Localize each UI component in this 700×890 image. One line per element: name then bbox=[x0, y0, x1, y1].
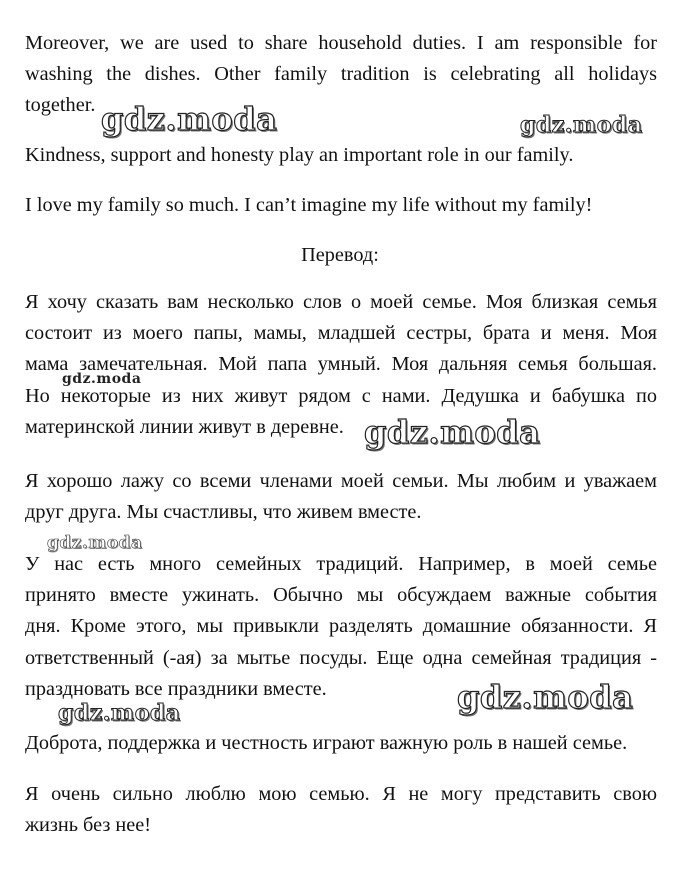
watermark: gdz.moda bbox=[364, 413, 541, 451]
text-line: друг друга. Мы счастливы, что живем вместе. bbox=[25, 501, 422, 524]
russian-paragraph-love bbox=[25, 779, 657, 841]
text-line: Но некоторые из них живут рядом с нами. Дедушка и бабушка по bbox=[25, 384, 657, 407]
text-line: I love my family so much. I can’t imagine my life without my family! bbox=[25, 194, 593, 216]
text-line: жизнь без нее! bbox=[25, 814, 152, 837]
russian-paragraph-kindness bbox=[25, 728, 657, 759]
english-paragraph-love bbox=[25, 190, 657, 221]
text-line: Moreover, we are used to share household duties. I am responsible for bbox=[25, 32, 657, 54]
translation-heading: Перевод: bbox=[301, 244, 379, 266]
text-line: материнской линии живут в деревне. bbox=[25, 415, 344, 438]
russian-paragraph-relations bbox=[25, 466, 657, 528]
watermark: gdz.moda bbox=[101, 100, 278, 138]
text-line: Я хорошо лажу со всеми членами моей семьи. Мы любим и уважаем bbox=[25, 470, 657, 492]
text-line: состоит из моего папы, мамы, младшей сестры, брата и меня. Моя bbox=[25, 322, 657, 345]
watermark: gdz.moda bbox=[520, 112, 643, 138]
russian-paragraph-family bbox=[25, 287, 657, 443]
text-line: ответственный (-ая) за мытье посуды. Еще одна семейная традиция - bbox=[25, 646, 657, 669]
text-line: Kindness, support and honesty play an important role in our family. bbox=[25, 144, 574, 166]
watermark: gdz.moda bbox=[457, 678, 634, 716]
text-line: washing the dishes. Other family tradition is celebrating all holidays bbox=[25, 63, 657, 86]
text-line: У нас есть много семейных традиций. Например, в моей семье bbox=[25, 553, 657, 575]
text-line: дня. Кроме этого, мы привыкли разделять домашние обязанности. Я bbox=[25, 615, 657, 638]
text-line: мама замечательная. Мой папа умный. Моя дальняя семья большая. bbox=[25, 353, 657, 376]
watermark: gdz.moda bbox=[62, 371, 142, 387]
text-line: Доброта, поддержка и честность играют важную роль в нашей семье. bbox=[25, 732, 628, 754]
text-line: Я хочу сказать вам несколько слов о моей семье. Моя близкая семья bbox=[25, 291, 657, 313]
text-line: принято вместе ужинать. Обычно мы обсуждаем важные события bbox=[25, 584, 657, 607]
english-paragraph-kindness bbox=[25, 140, 657, 171]
text-line: together. bbox=[25, 94, 96, 117]
text-line: Я очень сильно люблю мою семью. Я не могу представить свою bbox=[25, 783, 657, 805]
watermark: gdz.moda bbox=[58, 700, 181, 726]
watermark: gdz.moda bbox=[47, 533, 143, 553]
text-line: праздновать все праздники вместе. bbox=[25, 677, 327, 700]
